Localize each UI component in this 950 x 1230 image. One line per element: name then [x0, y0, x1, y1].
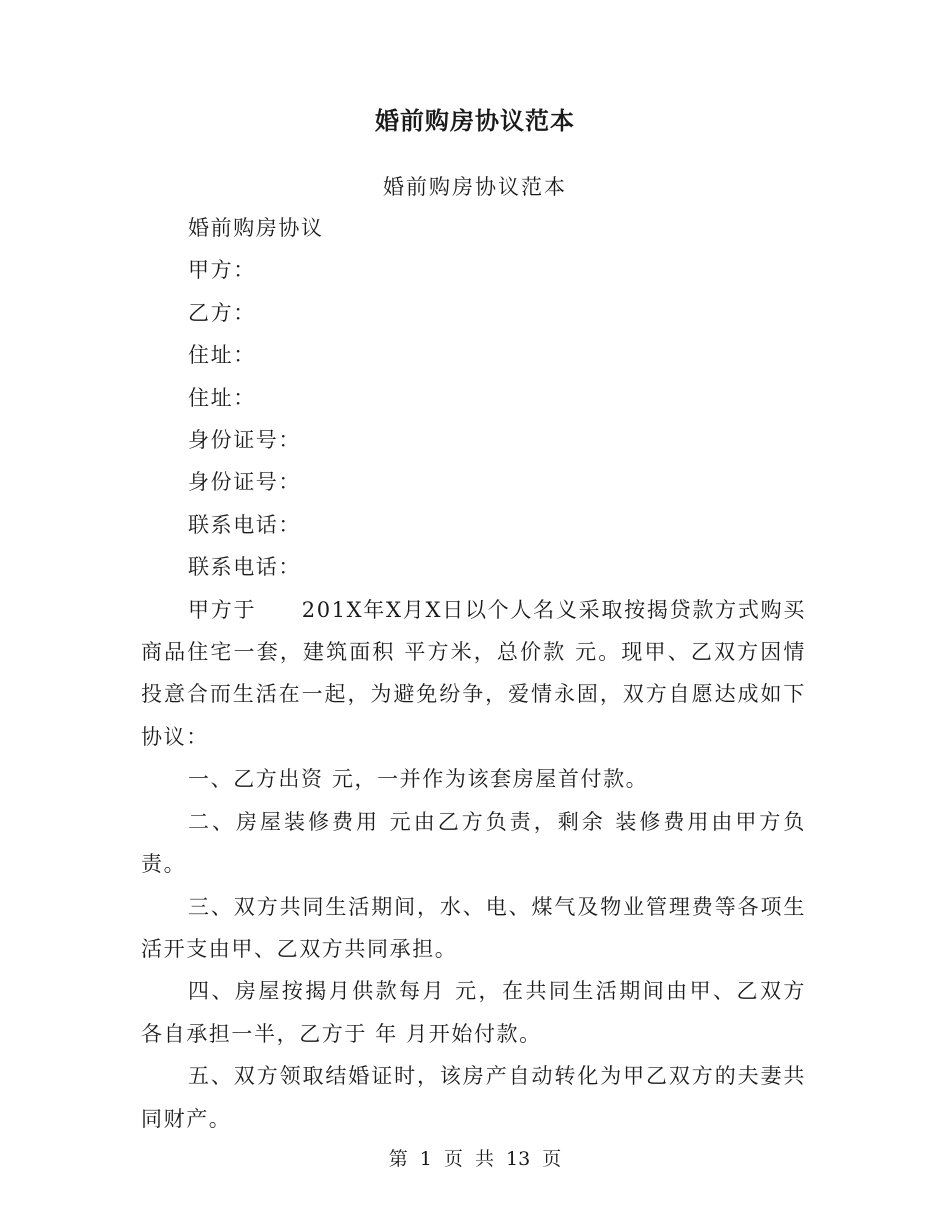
- clause-1: 一、乙方出资 元，一并作为该套房屋首付款。: [188, 767, 649, 792]
- field-address-a: 住址：: [188, 343, 256, 368]
- clause-5: 五、双方领取结婚证时，该房产自动转化为甲乙双方的夫妻共同财产。: [141, 1064, 806, 1131]
- page-title: 婚前购房协议范本: [375, 106, 575, 135]
- clause-3: 三、双方共同生活期间，水、电、煤气及物业管理费等各项生活开支由甲、乙双方共同承担。: [141, 894, 806, 961]
- page-number: 第 1 页 共 13 页: [388, 1148, 562, 1170]
- field-party-b: 乙方：: [188, 300, 256, 325]
- field-address-b: 住址：: [188, 385, 256, 410]
- document-subtitle: 婚前购房协议范本: [383, 175, 567, 199]
- field-id-number-b: 身份证号：: [188, 470, 301, 495]
- clause-4: 四、房屋按揭月供款每月 元，在共同生活期间由甲、乙双方各自承担一半，乙方于 年 月开始付款。: [141, 979, 806, 1046]
- paragraph-agreement-name: 婚前购房协议: [188, 216, 324, 240]
- field-party-a: 甲方：: [188, 258, 256, 283]
- field-id-number-a: 身份证号：: [188, 428, 301, 453]
- field-phone-b: 联系电话：: [188, 555, 301, 580]
- document-body: [141, 207, 806, 1140]
- paragraph-preamble: 甲方于 201X年X月X日以个人名义采取按揭贷款方式购买商品住宅一套，建筑面积 平方米，总价款 元。现甲、乙双方因情投意合而生活在一起，为避免纷争，爱情永固，双方自愿达成如下协议：: [141, 597, 806, 749]
- field-phone-a: 联系电话：: [188, 512, 301, 537]
- clause-2: 二、房屋装修费用 元由乙方负责，剩余 装修费用由甲方负责。: [141, 809, 806, 877]
